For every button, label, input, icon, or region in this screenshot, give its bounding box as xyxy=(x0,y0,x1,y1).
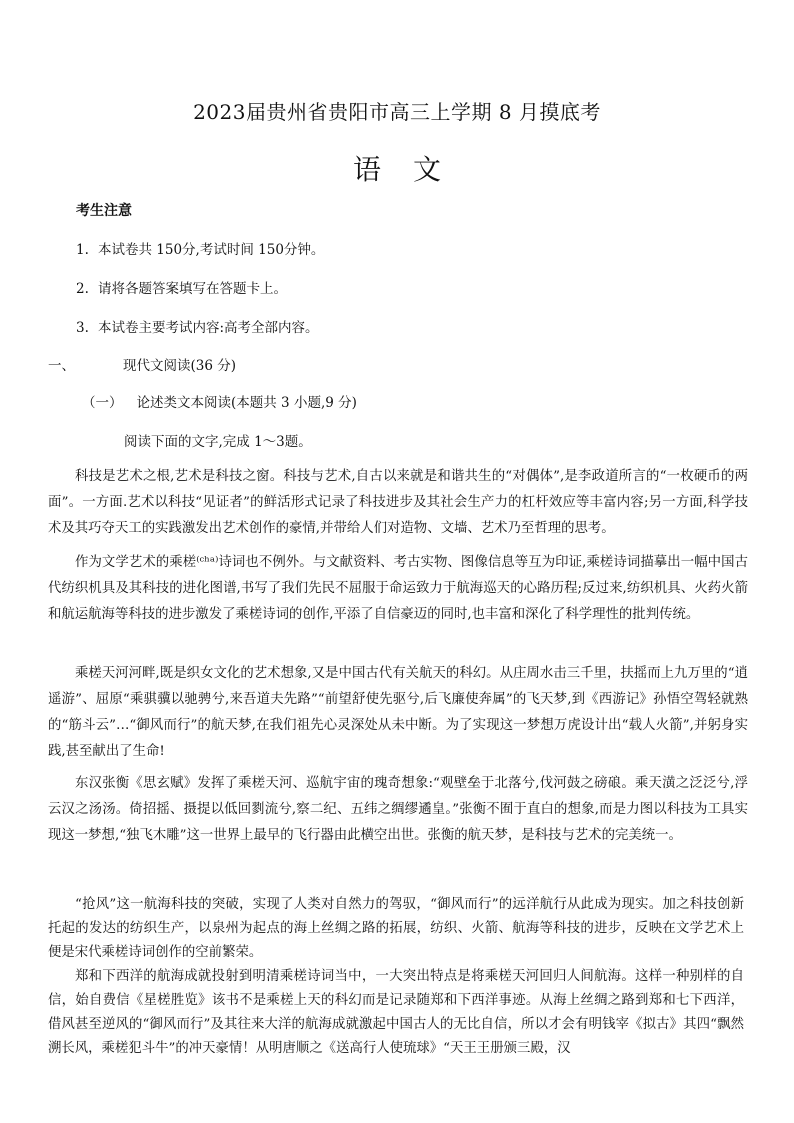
subsection-number: （一） xyxy=(82,395,123,411)
notice-heading: 考生注意 xyxy=(76,203,132,219)
body-paragraph: 科技是艺术之根,艺术是科技之窗。科技与艺术,自古以来就是和谐共生的“对偶体”,是李政道所言的“一枚硬币的两面”。一方面.艺术以科技“见证者”的鲜活形式记录了科技进步及其社会生产力的杠杆效应等丰富内容;另一方面,科学技术及其巧夺天工的实践激发出艺术创作的豪情,并带给人们对造物、文墙、艺术乃至哲理的思考。 xyxy=(48,469,748,536)
subsection-heading xyxy=(82,391,357,411)
section-heading xyxy=(48,354,236,374)
body-paragraph: 郑和下西洋的航海成就投射到明清乘槎诗词当中，一大突出特点是将乘槎天河回归人间航海。这样一种别样的自信，始自费信《星槎胜览》该书不是乘槎上天的科幻而是记录随郑和下西洋事迹。从海上丝绸之路到郑和七下西洋，借风甚至逆风的“御风而行”及其往来大洋的航海成就激起中国古人的无比自信，所以才会有明钱宰《拟古》其四“飘然溯长风，乘槎犯斗牛”的冲天豪情！从明唐顺之《送高行人使琉球》“天王王册颁三殿，汉 xyxy=(48,969,744,1056)
section-number: 一、 xyxy=(48,358,75,374)
body-paragraph: 乘槎天河河畔,既是织女文化的艺术想象,又是中国古代有关航天的科幻。从庄周水击三千里，扶摇而上九万里的“逍遥游”、屈原“乘骐骥以驰骋兮,来吾道夫先路”“前望舒使先驱兮,后飞廉使奔属”的飞天梦,到《西游记》孙悟空驾轻就熟的“筋斗云”…“御风而行”的航天梦,在我们祖先心灵深处从未中断。为了实现这一梦想万虎设计出“载人火箭”,并躬身实践,甚至献出了生命! xyxy=(48,666,748,759)
exam-title: 2023届贵州省贵阳市高三上学期 8 月摸底考 xyxy=(193,100,601,124)
subsection-title: 论述类文本阅读(本题共 3 小题,9 分) xyxy=(136,395,357,411)
subject-char-1: 语 xyxy=(352,153,381,186)
body-paragraph: 东汉张衡《思玄赋》发挥了乘槎天河、巡航宇宙的瑰奇想象:“观壁垒于北落兮,伐河鼓之磅硠。乘天潢之泛泛兮,浮云汉之汤汤。倚招摇、摄提以低回剹流兮,察二纪、五纬之绸缪遹皇。”张衡不囿于直白的想象,而是力图以科技为工具实现这一梦想,“独飞木雕”这一世界上最早的飞行器由此横空出世。张衡的航天梦，是科技与艺术的完美统一。 xyxy=(48,776,748,843)
notice-item-number: 2. xyxy=(76,281,89,297)
notice-item-number: 3. xyxy=(76,320,89,336)
notice-item-text: 本试卷主要考试内容:高考全部内容。 xyxy=(98,320,319,336)
notice-item-number: 1. xyxy=(76,242,89,258)
reading-instruction: 阅读下面的文字,完成 1～3题。 xyxy=(124,434,312,450)
subject-title xyxy=(0,148,794,188)
section-title: 现代文阅读(36 分) xyxy=(123,358,237,374)
notice-item xyxy=(76,277,287,297)
body-paragraph: 作为文学艺术的乘槎⁽ᶜʰᵃ⁾诗词也不例外。与文献资料、考古实物、图像信息等互为印证,乘槎诗词描摹出一幅中国古代纺织机具及其科技的进化图谱,书写了我们先民不屈服于命运致力于航海巡天的心路历程;反过来,纺织机具、火药火箭和航运航海等科技的进步激发了乘槎诗词的创作,平添了自信豪迈的同时,也丰富和深化了科学理性的批判传统。 xyxy=(48,555,748,622)
subject-char-2: 文 xyxy=(413,153,442,186)
notice-item xyxy=(76,316,319,336)
notice-item-text: 本试卷共 150分,考试时间 150分钟。 xyxy=(98,242,325,258)
notice-item-text: 请将各题答案填写在答题卡上。 xyxy=(98,281,287,297)
body-paragraph: “抢风”这一航海科技的突破，实现了人类对自然力的驾驭，“御风而行”的远洋航行从此成为现实。加之科技创新托起的发达的纺织生产，以泉州为起点的海上丝绸之路的拓展，纺织、火箭、航海等科技的进步，反映在文学艺术上便是宋代乘槎诗词创作的空前繁荣。 xyxy=(48,897,744,960)
notice-item xyxy=(76,238,324,258)
